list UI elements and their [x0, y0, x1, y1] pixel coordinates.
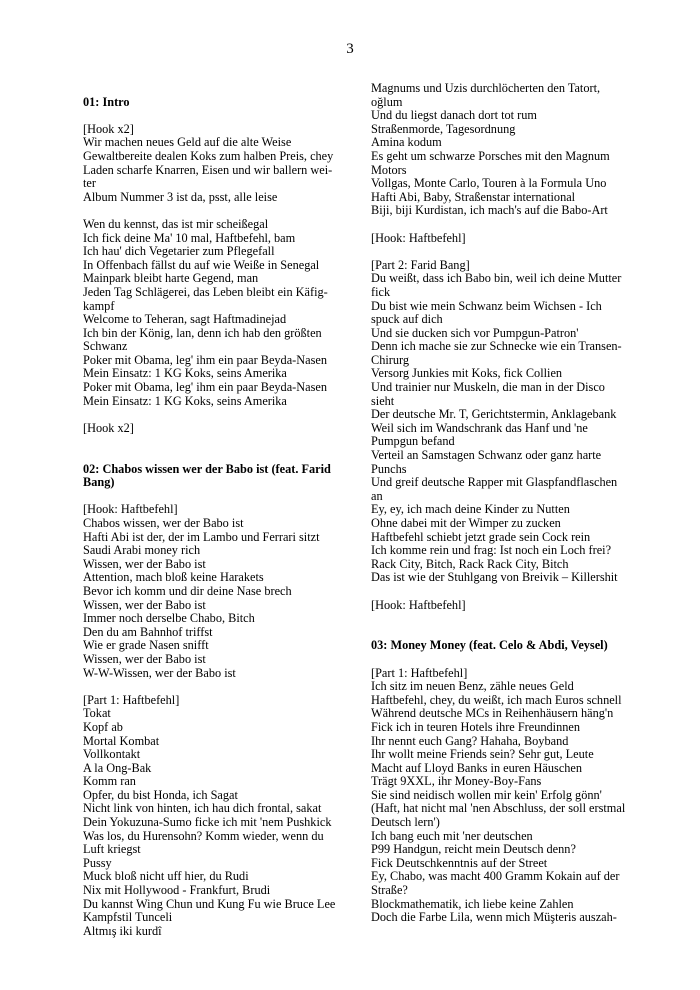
blank-line	[83, 204, 341, 218]
lyric-line: Album Nummer 3 ist da, psst, alle leise	[83, 189, 278, 204]
lyric-line: [Part 2: Farid Bang]	[371, 257, 470, 272]
lyric-line: Mein Einsatz: 1 KG Koks, seins Amerika	[83, 366, 287, 381]
lyric-line: Punchs	[371, 461, 407, 476]
track-heading: 01: Intro	[83, 94, 130, 109]
lyric-line: Biji, biji Kurdistan, ich mach's auf die Babo-Art	[371, 203, 608, 218]
blank-line	[83, 435, 341, 449]
lyric-line: Tokat	[83, 706, 111, 721]
lyric-line: Ihr wollt meine Friends sein? Sehr gut, Leute	[371, 747, 594, 762]
lyric-line: Versorg Junkies mit Koks, fick Collien	[371, 366, 563, 381]
lyric-line: Weil sich im Wandschrank das Hanf und 'ne	[371, 420, 588, 435]
lyric-line: Macht auf Lloyd Banks in euren Häuschen	[371, 760, 583, 775]
lyric-line: Wie er grade Nasen snifft	[83, 638, 209, 653]
lyric-line: kampf	[83, 298, 115, 313]
lyric-line: Und sie ducken sich vor Pumpgun-Patron'	[371, 325, 579, 340]
lyric-line: Mortal Kombat	[83, 733, 160, 748]
lyric-line: Wir machen neues Geld auf die alte Weise	[83, 135, 292, 150]
lyric-line: P99 Handgun, reicht mein Deutsch denn?	[371, 842, 576, 857]
lyric-line: Motors	[371, 162, 407, 177]
lyric-line: Straße?	[371, 883, 408, 898]
lyric-line: Deutsch lern')	[371, 815, 440, 830]
lyric-line: Und trainier nur Muskeln, die man in der Disco	[371, 380, 605, 395]
lyric-line: Saudi Arabi money rich	[83, 543, 201, 558]
lyric-line: Sie sind neidisch wollen mir kein' Erfolg gönn'	[371, 787, 602, 802]
lyric-line: Welcome to Teheran, sagt Haftmadinejad	[83, 312, 287, 327]
lyric-line: Opfer, du bist Honda, ich Sagat	[83, 787, 238, 802]
blank-line	[83, 408, 341, 422]
lyric-line: A la Ong-Bak	[83, 760, 152, 775]
lyric-line: Chirurg	[371, 352, 410, 367]
lyric-line: Attention, mach bloß keine Harakets	[83, 570, 264, 585]
lyric-line: Immer noch derselbe Chabo, Bitch	[83, 611, 255, 626]
blank-line	[371, 245, 629, 259]
lyric-line: (Haft, hat nicht mal 'nen Abschluss, der soll erstmal	[371, 801, 626, 816]
lyric-line: [Hook x2]	[83, 420, 134, 435]
lyric-line: Jeden Tag Schlägerei, das Leben bleibt ein Käfig-	[83, 284, 328, 299]
blank-line	[371, 585, 629, 599]
lyric-line: Denn ich mache sie zur Schnecke wie ein Transen-	[371, 339, 622, 354]
lyric-line: Fick ich in teuren Hotels ihre Freundinnen	[371, 719, 580, 734]
lyric-line: oğlum	[371, 94, 403, 109]
lyric-line: Wissen, wer der Babo ist	[83, 651, 206, 666]
lyric-line: Haftbefehl, chey, du weißt, ich mach Euros schnell	[371, 692, 622, 707]
lyric-line: Während deutsche MCs in Reihenhäusern häng'n	[371, 706, 614, 721]
lyric-line: Ich komme rein und frag: Ist noch ein Loch frei?	[371, 543, 612, 558]
lyric-line: Ey, Chabo, was macht 400 Gramm Kokain auf der	[371, 869, 620, 884]
lyric-line: ter	[83, 176, 96, 191]
lyric-line: Ey, ey, ich mach deine Kinder zu Nutten	[371, 502, 570, 517]
lyric-line: Haftbefehl schiebt jetzt grade sein Cock rein	[371, 529, 591, 544]
lyric-line: Hafti Abi, Baby, Straßenstar international	[371, 189, 576, 204]
blank-line	[83, 680, 341, 694]
lyric-line: [Part 1: Haftbefehl]	[83, 692, 180, 707]
lyric-line: spuck auf dich	[371, 312, 443, 327]
lyric-line: Gewaltbereite dealen Koks zum halben Preis, chey	[83, 148, 334, 163]
page-number: 3	[346, 41, 354, 57]
lyric-line: Der deutsche Mr. T, Gerichtstermin, Anklagebank	[371, 407, 617, 422]
blank-line	[371, 218, 629, 232]
lyric-line: Wissen, wer der Babo ist	[83, 556, 206, 571]
blank-line	[371, 653, 629, 667]
lyric-line: fick	[371, 284, 391, 299]
lyric-line: Hafti Abi ist der, der im Lambo und Ferrari sitzt	[83, 529, 320, 544]
lyric-line: Es geht um schwarze Porsches mit den Magnum	[371, 148, 610, 163]
lyric-line: Rack City, Bitch, Rack Rack City, Bitch	[371, 556, 569, 571]
blank-line	[83, 82, 341, 96]
lyric-line: Altmış iki kurdî	[83, 923, 162, 938]
track-heading: 02: Chabos wissen wer der Babo ist (feat. Farid	[83, 461, 331, 476]
lyric-line: Verteil an Samstagen Schwanz oder ganz harte	[371, 448, 602, 463]
lyric-line: [Hook x2]	[83, 121, 134, 136]
lyric-line: Den du am Bahnhof triffst	[83, 624, 213, 639]
lyric-line: Nix mit Hollywood - Frankfurt, Brudi	[83, 883, 271, 898]
lyric-line: [Hook: Haftbefehl]	[83, 502, 178, 517]
lyric-line: Mein Einsatz: 1 KG Koks, seins Amerika	[83, 393, 287, 408]
lyric-line: Ich hau' dich Vegetarier zum Pflegefall	[83, 244, 275, 259]
track-heading: 03: Money Money (feat. Celo & Abdi, Veysel)	[371, 638, 608, 653]
lyric-line: W-W-Wissen, wer der Babo ist	[83, 665, 236, 680]
lyric-line: Ihr nennt euch Gang? Hahaha, Boyband	[371, 733, 569, 748]
lyric-line: Amina kodum	[371, 135, 442, 150]
lyrics-column-left	[83, 82, 341, 938]
lyric-line: Laden scharfe Knarren, Eisen und wir ballern wei-	[83, 162, 333, 177]
lyric-line: Mainpark bleibt harte Gegend, man	[83, 271, 259, 286]
lyric-line: Vollkontakt	[83, 747, 141, 762]
lyric-line: [Hook: Haftbefehl]	[371, 597, 466, 612]
lyric-line: Das ist wie der Stuhlgang von Breivik – Killershit	[371, 570, 618, 585]
lyric-line: Bevor ich komm und dir deine Nase brech	[83, 583, 292, 598]
blank-line	[83, 449, 341, 463]
lyrics-column-right	[371, 82, 629, 925]
lyric-line: Straßenmorde, Tagesordnung	[371, 121, 516, 136]
lyric-line: Und greif deutsche Rapper mit Glaspfandflaschen	[371, 475, 618, 490]
lyric-line: Du weißt, dass ich Babo bin, weil ich deine Mutter	[371, 271, 622, 286]
lyric-line: [Hook: Haftbefehl]	[371, 230, 466, 245]
lyric-line: [Part 1: Haftbefehl]	[371, 665, 468, 680]
lyric-line: Wissen, wer der Babo ist	[83, 597, 206, 612]
lyric-line: Chabos wissen, wer der Babo ist	[83, 516, 244, 530]
lyric-line: Du bist wie mein Schwanz beim Wichsen - Ich	[371, 298, 602, 313]
track-heading: Bang)	[83, 475, 115, 490]
blank-line	[83, 109, 341, 123]
lyric-line: Ich bang euch mit 'ner deutschen	[371, 828, 533, 843]
lyric-line: Ohne dabei mit der Wimper zu zucken	[371, 516, 561, 530]
lyric-line: Dein Yokuzuna-Sumo ficke ich mit 'nem Pushkick	[83, 815, 332, 830]
lyric-line: an	[371, 488, 383, 503]
lyric-line: Nicht link von hinten, ich hau dich frontal, sakat	[83, 801, 322, 816]
lyric-line: Vollgas, Monte Carlo, Touren à la Formula Uno	[371, 176, 607, 191]
lyric-line: Poker mit Obama, leg' ihm ein paar Beyda-Nasen	[83, 352, 327, 367]
lyric-line: Muck bloß nicht uff hier, du Rudi	[83, 869, 249, 884]
lyric-line: Pumpgun befand	[371, 434, 455, 449]
lyric-line: Kopf ab	[83, 719, 123, 734]
lyric-line: Ich fick deine Ma' 10 mal, Haftbefehl, bam	[83, 230, 296, 245]
lyric-line: Fick Deutschkenntnis auf der Street	[371, 855, 548, 870]
lyric-line: Komm ran	[83, 774, 136, 789]
blank-line	[371, 626, 629, 640]
lyric-line: sieht	[371, 393, 395, 408]
lyric-line: Luft kriegst	[83, 842, 141, 857]
lyric-line: Und du liegst danach dort tot rum	[371, 108, 537, 123]
lyric-line: Ich sitz im neuen Benz, zähle neues Geld	[371, 679, 574, 694]
lyric-line: Magnums und Uzis durchlöcherten den Tatort,	[371, 81, 601, 95]
lyric-line: Trägt 9XXL, ihr Money-Boy-Fans	[371, 774, 542, 789]
lyric-line: Wen du kennst, das ist mir scheißegal	[83, 216, 269, 231]
lyric-line: In Offenbach fällst du auf wie Weiße in Senegal	[83, 257, 320, 272]
lyric-line: Poker mit Obama, leg' ihm ein paar Beyda-Nasen	[83, 380, 327, 395]
lyric-line: Blockmathematik, ich liebe keine Zahlen	[371, 896, 574, 911]
blank-line	[371, 612, 629, 626]
lyric-line: Du kannst Wing Chun und Kung Fu wie Bruce Lee	[83, 896, 336, 911]
lyric-line: Kampfstil Tunceli	[83, 910, 173, 925]
lyric-line: Doch die Farbe Lila, wenn mich Müşteris auszah-	[371, 910, 617, 925]
lyric-line: Was los, du Hurensohn? Komm wieder, wenn du	[83, 828, 324, 843]
blank-line	[83, 490, 341, 504]
lyric-line: Pussy	[83, 855, 112, 870]
lyric-line: Schwanz	[83, 339, 128, 354]
lyric-line: Ich bin der König, lan, denn ich hab den größten	[83, 325, 322, 340]
